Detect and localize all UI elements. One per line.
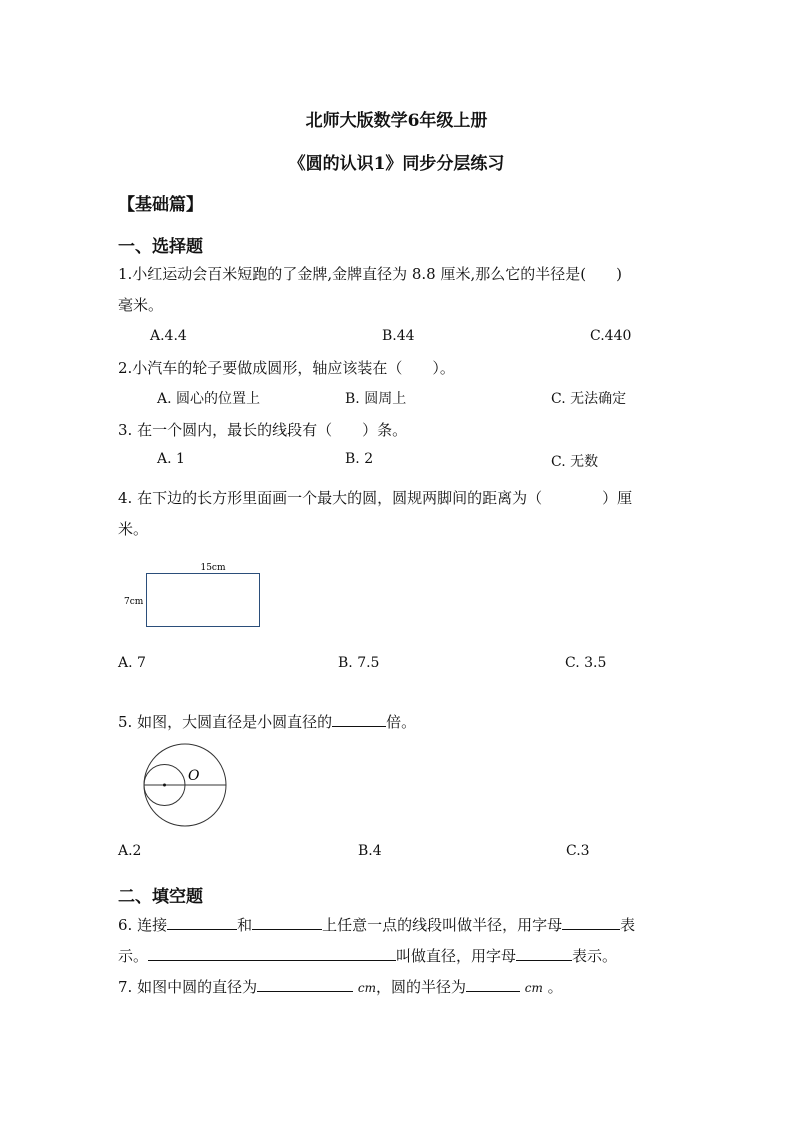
q7-text-3: 。 — [547, 978, 563, 996]
q4-text-line2: 米。 — [118, 520, 149, 538]
q6-text-2: 和 — [237, 916, 253, 934]
q7-line — [118, 976, 563, 997]
section-basic-label: 【基础篇】 — [118, 195, 203, 215]
q3-option-b: B. 2 — [345, 451, 374, 467]
q5-circles-figure — [140, 742, 232, 830]
q3-option-a: A. 1 — [157, 451, 185, 467]
q6-text-7: 表示。 — [572, 947, 618, 965]
q7-blank-radius[interactable] — [466, 990, 520, 992]
q7-unit-2: cm — [524, 981, 543, 995]
page-title: 北师大版数学6年级上册 — [305, 111, 488, 131]
q5-text-after: 倍。 — [386, 713, 417, 731]
q6-line1 — [118, 914, 635, 935]
q1-text-line1: 1.小红运动会百米短跑的了金牌,金牌直径为 8.8 厘米,那么它的半径是( ) — [118, 265, 622, 283]
q1-text-line2: 毫米。 — [118, 296, 164, 314]
q6-line2 — [118, 945, 617, 966]
q4-text-line1: 4. 在下边的长方形里面画一个最大的圆，圆规两脚间的距离为（ ）厘 — [118, 489, 633, 507]
q1-option-b: B.44 — [382, 328, 415, 344]
q6-text-1: 6. 连接 — [118, 916, 168, 934]
q5-option-a: A.2 — [118, 843, 142, 859]
q6-text-6: 叫做直径，用字母 — [396, 947, 517, 965]
q5-center-label: O — [188, 768, 200, 784]
q5-text — [118, 711, 416, 732]
q6-text-3: 上任意一点的线段叫做半径，用字母 — [322, 916, 563, 934]
q7-text-1: 7. 如图中圆的直径为 — [118, 978, 258, 996]
q6-blank-2[interactable] — [252, 928, 322, 930]
q2-option-b: B. 圆周上 — [345, 391, 407, 407]
q3-option-c: C. 无数 — [551, 454, 599, 470]
q2-option-c: C. 无法确定 — [551, 391, 627, 407]
q1-option-c: C.440 — [590, 328, 632, 344]
q5-answer-blank[interactable] — [332, 725, 386, 727]
q4-option-a: A. 7 — [118, 655, 146, 671]
q6-blank-5[interactable] — [516, 959, 572, 961]
q1-option-a: A.4.4 — [150, 328, 187, 344]
part1-heading: 一、选择题 — [118, 237, 203, 257]
q5-text-before: 5. 如图，大圆直径是小圆直径的 — [118, 713, 333, 731]
q4-height-label: 7cm — [124, 597, 144, 607]
q2-option-a: A. 圆心的位置上 — [157, 391, 261, 407]
q5-option-c: C.3 — [566, 843, 590, 859]
q4-option-b: B. 7.5 — [338, 655, 380, 671]
q5-small-center-dot — [163, 784, 166, 787]
q4-width-label: 15cm — [200, 563, 226, 573]
q7-text-2: ，圆的半径为 — [375, 978, 466, 996]
q6-blank-4[interactable] — [148, 959, 396, 961]
part2-heading: 二、填空题 — [118, 887, 203, 907]
q3-text: 3. 在一个圆内，最长的线段有（ ）条。 — [118, 421, 408, 439]
q4-option-c: C. 3.5 — [565, 655, 607, 671]
q2-text: 2.小汽车的轮子要做成圆形，轴应该装在（ ）。 — [118, 359, 455, 377]
q6-text-5: 示。 — [118, 947, 149, 965]
q4-rectangle-figure — [118, 558, 268, 634]
q6-blank-3[interactable] — [562, 928, 620, 930]
q7-unit-1: cm — [357, 981, 376, 995]
q6-text-4: 表 — [620, 916, 636, 934]
q4-rectangle — [147, 574, 260, 627]
q7-blank-diameter[interactable] — [257, 990, 353, 992]
page-subtitle: 《圆的认识1》同步分层练习 — [288, 154, 505, 174]
q5-option-b: B.4 — [358, 843, 382, 859]
q6-blank-1[interactable] — [167, 928, 237, 930]
